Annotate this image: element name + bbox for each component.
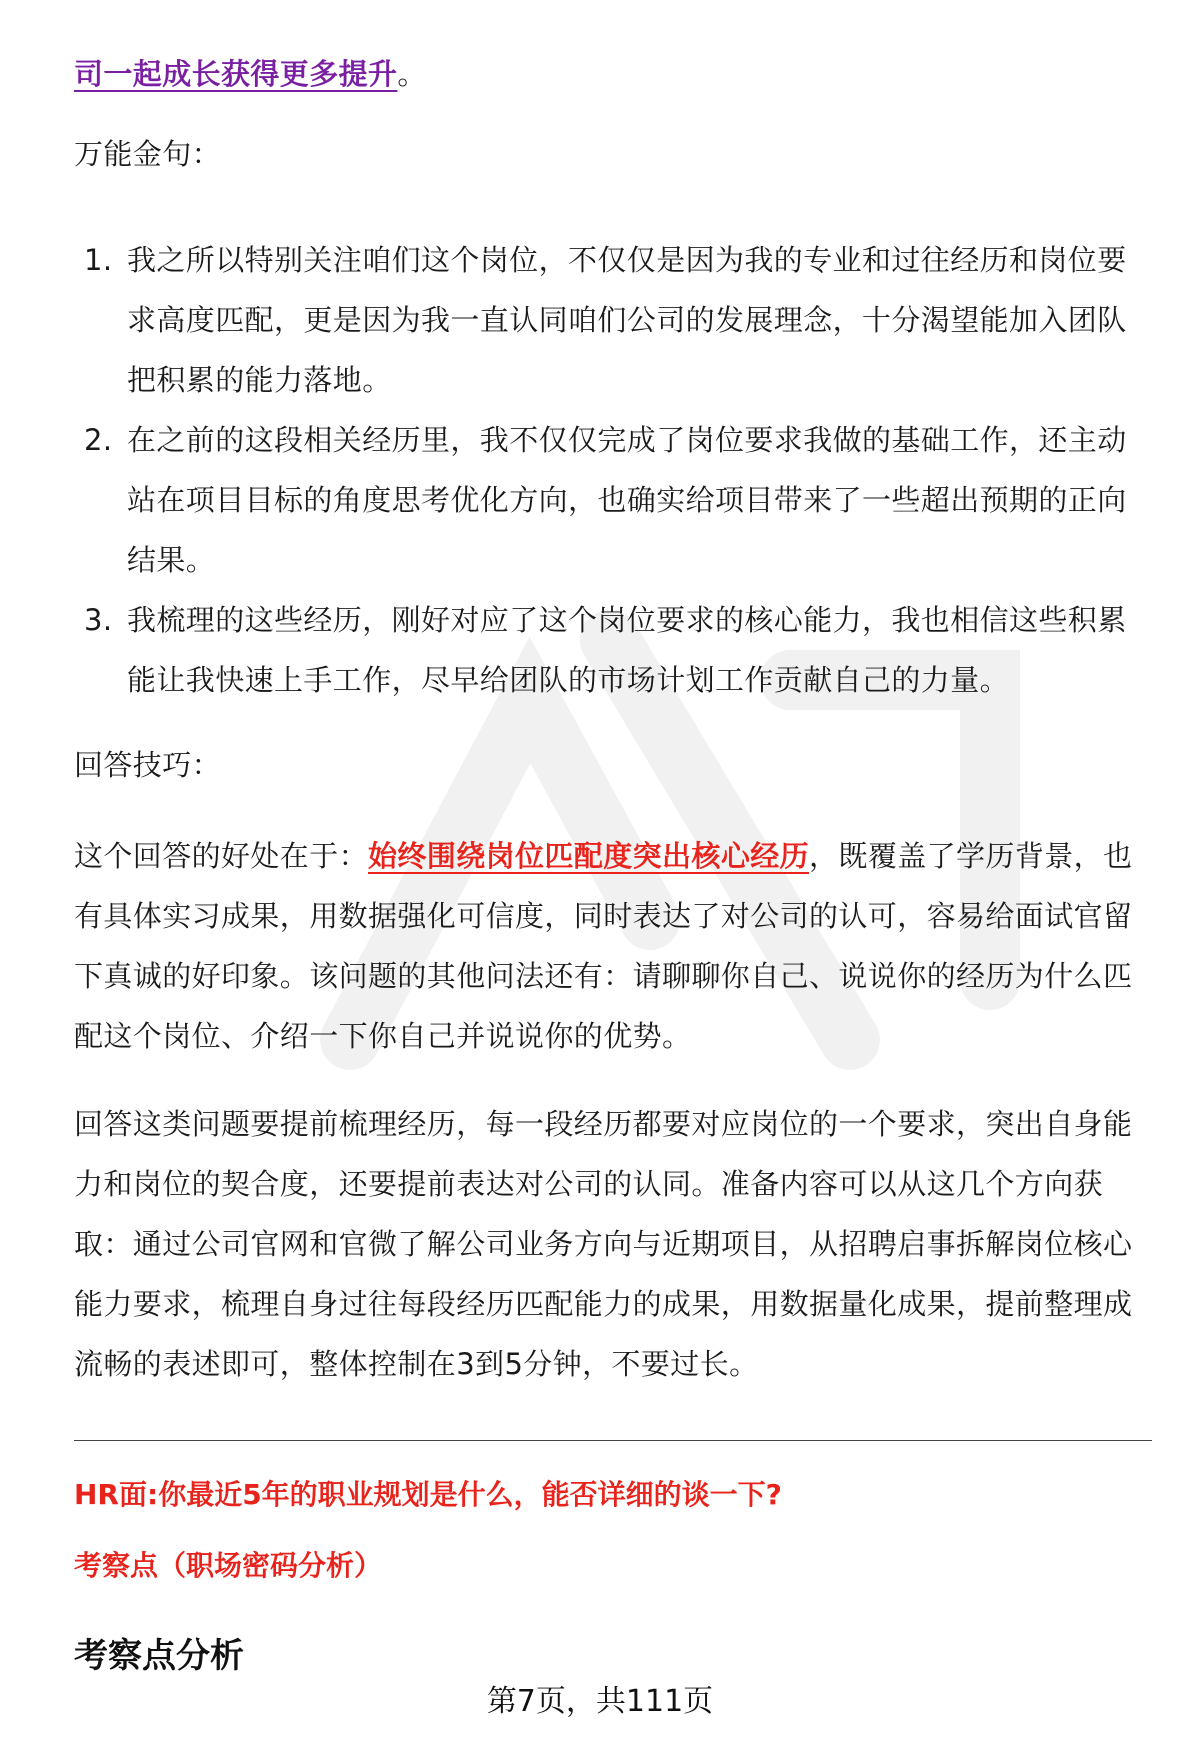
next-question-title: HR面:你最近5年的职业规划是什么，能否详细的谈一下? — [74, 1478, 782, 1511]
list-item-number: 1. — [84, 243, 113, 277]
section-divider — [74, 1440, 1152, 1441]
technique-paragraph-1 — [74, 826, 1152, 1066]
intro-tail: 。 — [397, 57, 427, 91]
intro-highlight: 司一起成长获得更多提升 — [74, 57, 398, 91]
technique-p1-highlight: 始终围绕岗位匹配度突出核心经历 — [368, 839, 810, 873]
technique-p1-prefix: 这个回答的好处在于： — [74, 839, 369, 873]
next-question-subtitle: 考察点（职场密码分析） — [74, 1549, 383, 1582]
list-item-number: 2. — [84, 423, 113, 457]
technique-label: 回答技巧： — [74, 748, 222, 782]
golden-sentences-list — [74, 230, 1152, 710]
list-item-text: 在之前的这段相关经历里，我不仅仅完成了岗位要求我做的基础工作，还主动站在项目目标的角度思考优化方向，也确实给项目带来了一些超出预期的正向结果。 — [127, 423, 1127, 577]
intro-line — [74, 44, 427, 104]
golden-sentences-label: 万能金句： — [74, 137, 222, 171]
list-item — [74, 230, 1152, 410]
section-heading: 考察点分析 — [74, 1636, 244, 1676]
list-item — [74, 410, 1152, 590]
list-item-number: 3. — [84, 603, 113, 637]
page-footer: 第7页，共111页 — [486, 1684, 714, 1719]
technique-p1-rest: ，既覆盖了学历背景，也有具体实习成果，用数据强化可信度，同时表达了对公司的认可，容易给面试官留下真诚的好印象。该问题的其他问法还有：请聊聊你自己、说说你的经历为什么匹配这个岗位、介绍一下你自己并说说你的优势。 — [74, 839, 1133, 1053]
list-item-text: 我之所以特别关注咱们这个岗位，不仅仅是因为我的专业和过往经历和岗位要求高度匹配，更是因为我一直认同咱们公司的发展理念，十分渴望能加入团队把积累的能力落地。 — [127, 243, 1127, 397]
list-item — [74, 590, 1152, 710]
technique-paragraph-2: 回答这类问题要提前梳理经历，每一段经历都要对应岗位的一个要求，突出自身能力和岗位的契合度，还要提前表达对公司的认同。准备内容可以从这几个方向获取：通过公司官网和官微了解公司业务方向与近期项目，从招聘启事拆解岗位核心能力要求，梳理自身过往每段经历匹配能力的成果，用数据量化成果，提前整理成流畅的表述即可，整体控制在3到5分钟，不要过长。 — [74, 1107, 1133, 1381]
list-item-text: 我梳理的这些经历，刚好对应了这个岗位要求的核心能力，我也相信这些积累能让我快速上手工作，尽早给团队的市场计划工作贡献自己的力量。 — [127, 603, 1127, 697]
